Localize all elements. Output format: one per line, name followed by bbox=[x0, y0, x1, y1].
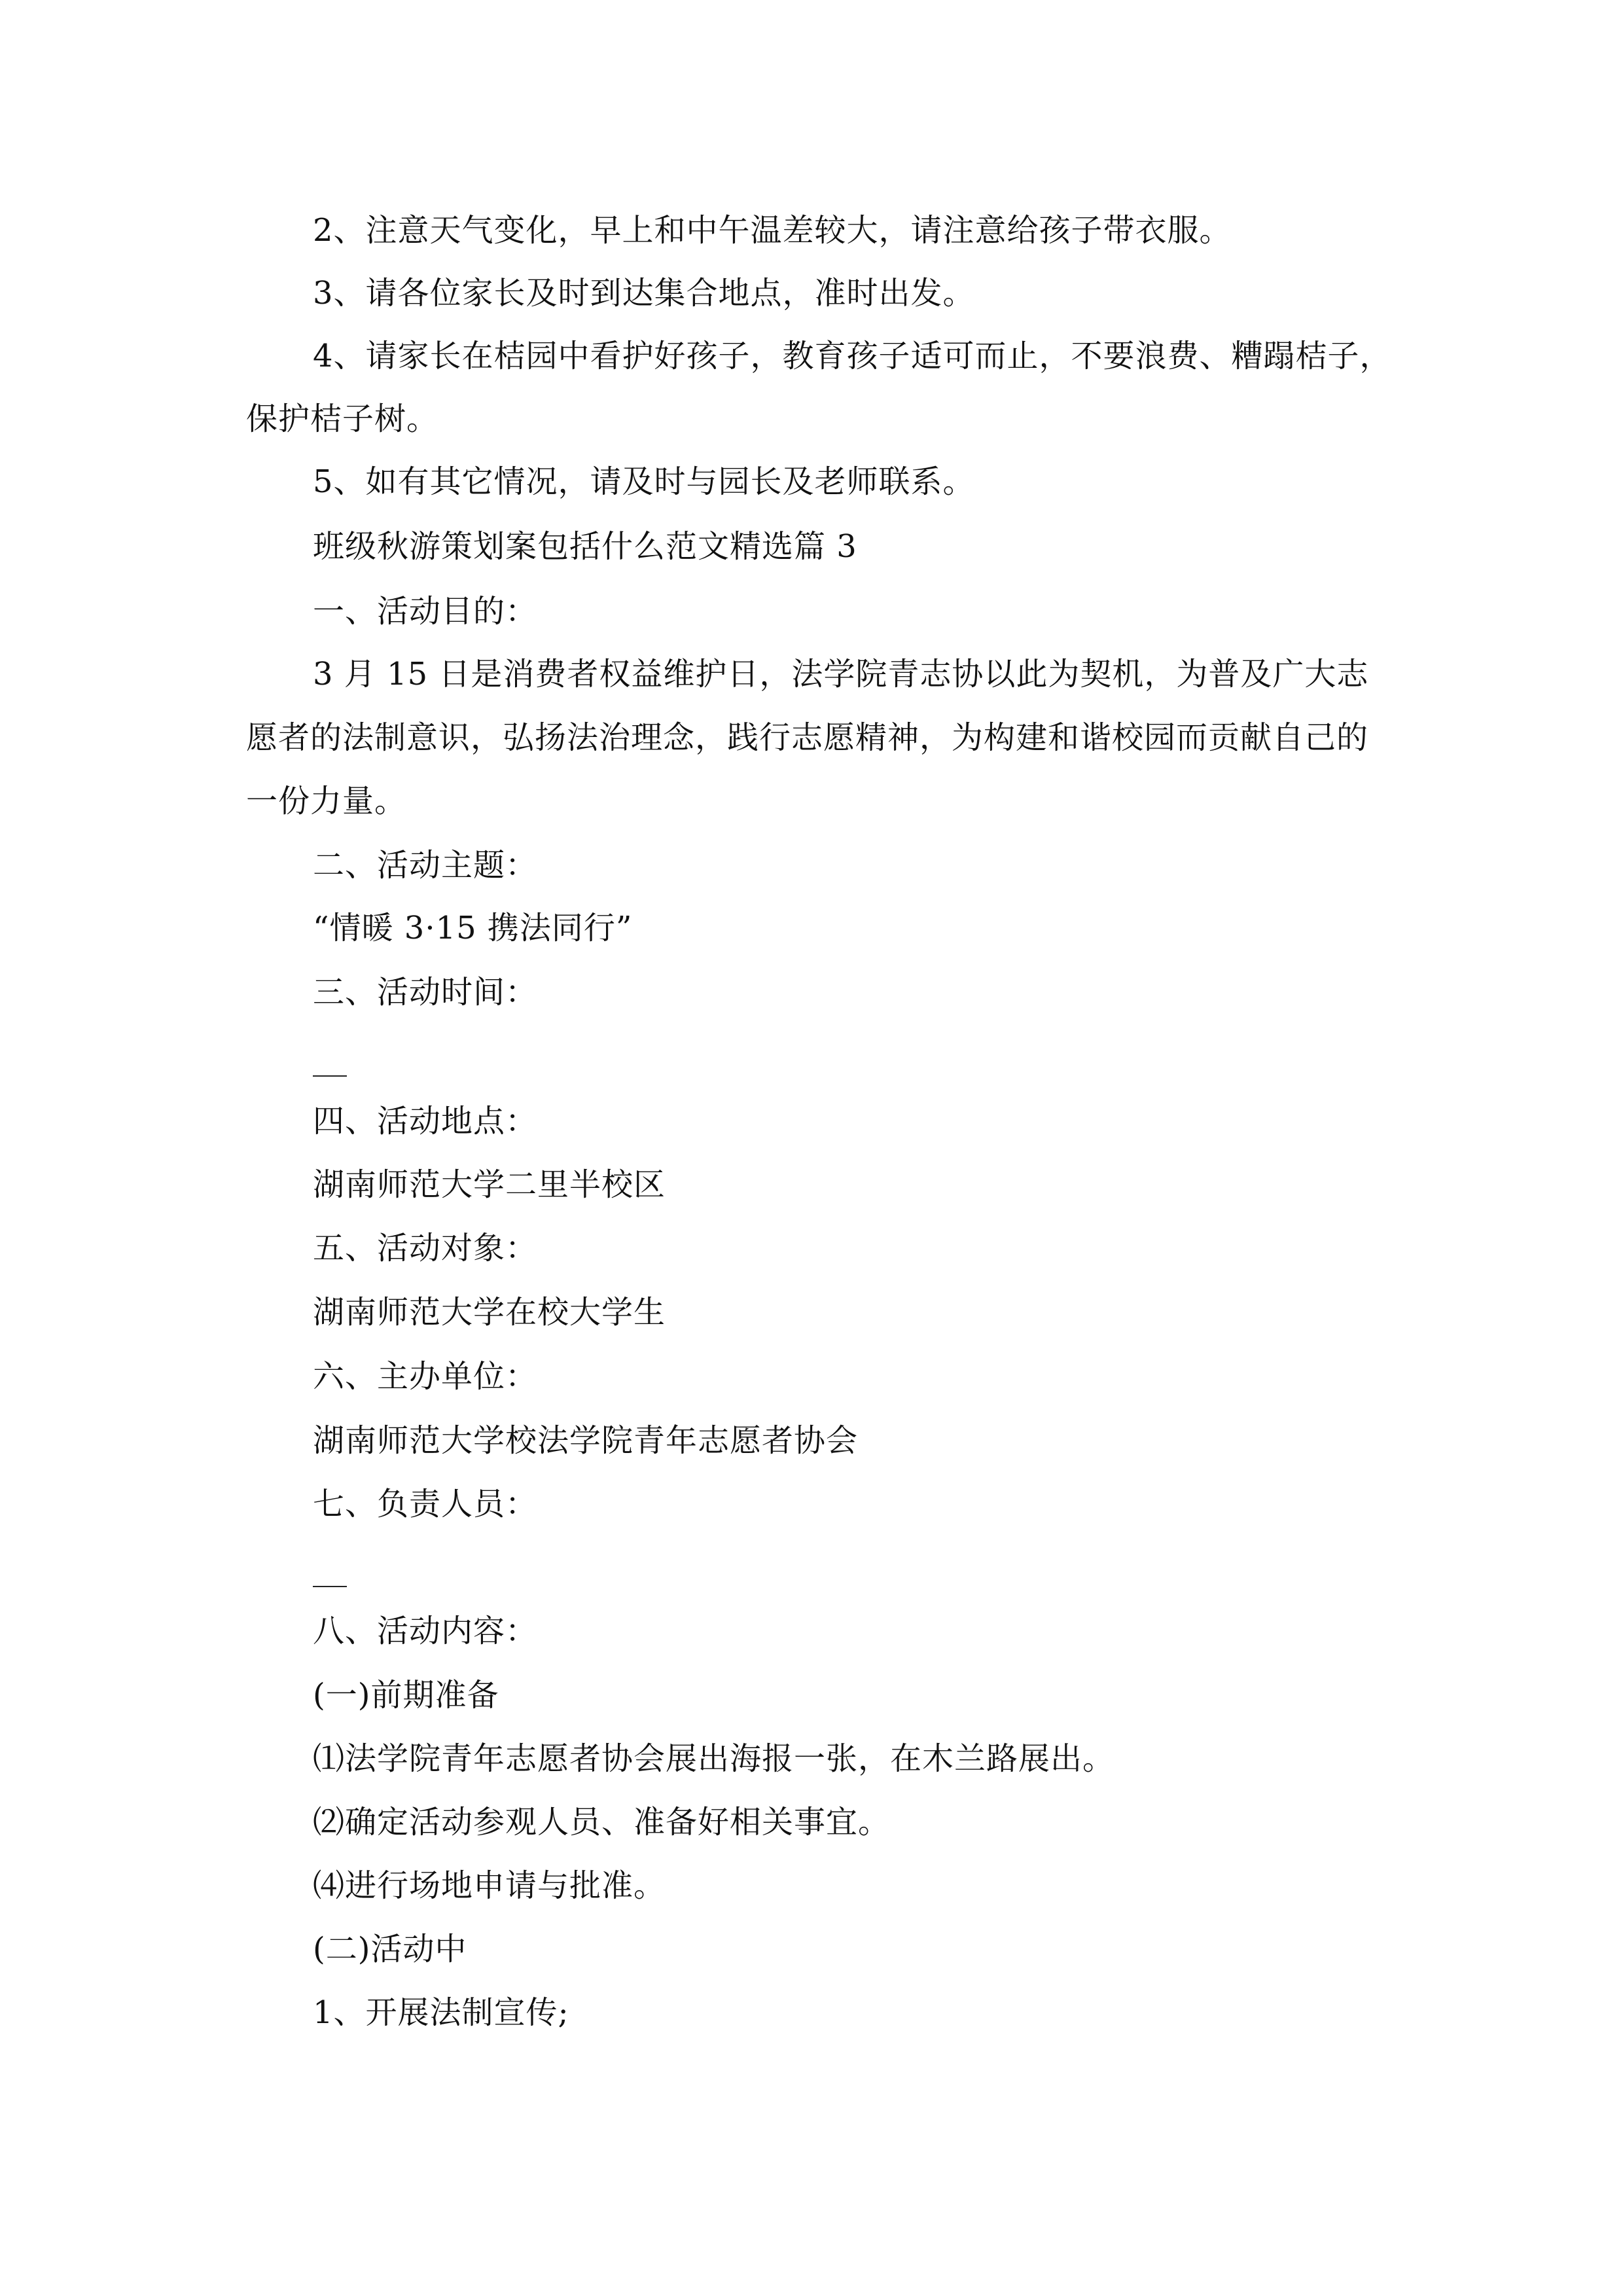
list-item: ⑵确定活动参观人员、准备好相关事宜。 bbox=[313, 1804, 891, 1840]
list-item: ⑷进行场地申请与批准。 bbox=[313, 1867, 666, 1904]
blank-staff-line bbox=[313, 1586, 347, 1587]
paragraph-line: 3 月 15 日是消费者权益维护日，法学院青志协以此为契机，为普及广大志 bbox=[313, 656, 1369, 692]
heading-content: 八、活动内容： bbox=[313, 1613, 538, 1649]
list-item: 1、开展法制宣传; bbox=[313, 1994, 569, 2031]
heading-theme: 二、活动主题： bbox=[313, 847, 538, 884]
audience-text: 湖南师范大学在校大学生 bbox=[313, 1294, 666, 1331]
location-text: 湖南师范大学二里半校区 bbox=[313, 1166, 666, 1203]
theme-text: “情暖 3·15 携法同行” bbox=[313, 910, 633, 946]
paragraph-line: 5、如有其它情况，请及时与园长及老师联系。 bbox=[313, 463, 975, 500]
subheading-during: (二)活动中 bbox=[313, 1931, 467, 1967]
heading-staff: 七、负责人员： bbox=[313, 1486, 538, 1522]
heading-purpose: 一、活动目的： bbox=[313, 593, 538, 630]
heading-organizer: 六、主办单位： bbox=[313, 1358, 538, 1395]
organizer-text: 湖南师范大学校法学院青年志愿者协会 bbox=[313, 1422, 859, 1459]
blank-time-line bbox=[313, 1075, 347, 1077]
paragraph-line: 一份力量。 bbox=[246, 783, 407, 819]
heading-audience: 五、活动对象： bbox=[313, 1230, 538, 1266]
heading-time: 三、活动时间： bbox=[313, 974, 538, 1011]
paragraph-line: 愿者的法制意识，弘扬法治理念，践行志愿精神，为构建和谐校园而贡献自己的 bbox=[246, 719, 1369, 756]
paragraph-line: 3、请各位家长及时到达集合地点，准时出发。 bbox=[313, 275, 975, 312]
section-title: 班级秋游策划案包括什么范文精选篇 3 bbox=[313, 528, 857, 565]
subheading-preparation: (一)前期准备 bbox=[313, 1677, 499, 1713]
paragraph-line: 4、请家长在桔园中看护好孩子，教育孩子适可而止，不要浪费、糟蹋桔子， bbox=[313, 338, 1392, 374]
heading-location: 四、活动地点： bbox=[313, 1103, 538, 1139]
list-item: ⑴法学院青年志愿者协会展出海报一张，在木兰路展出。 bbox=[313, 1740, 1115, 1777]
paragraph-line: 保护桔子树。 bbox=[246, 401, 439, 437]
paragraph-line: 2、注意天气变化，早上和中午温差较大，请注意给孩子带衣服。 bbox=[313, 212, 1232, 249]
